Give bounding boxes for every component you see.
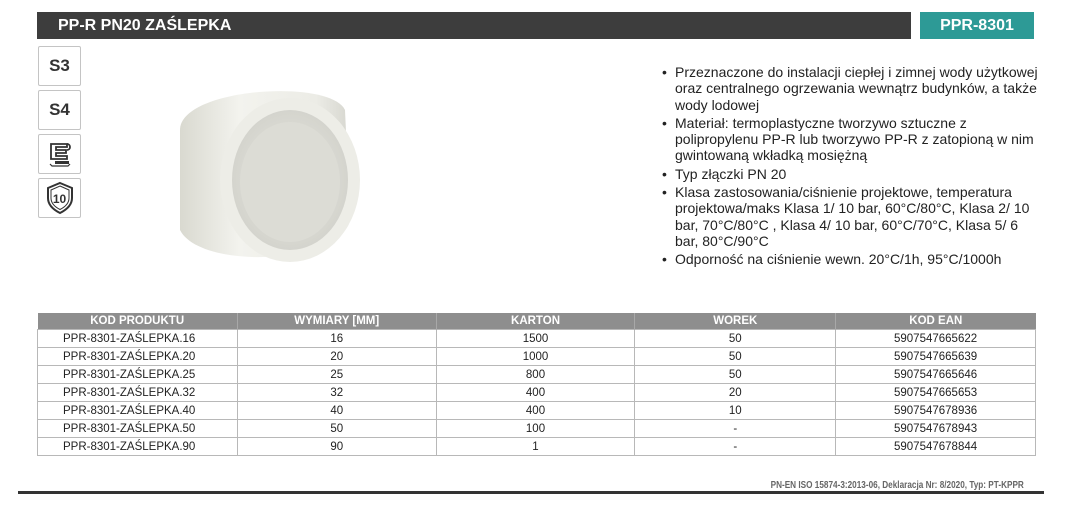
header-product-code: KOD PRODUKTU [38,313,238,330]
product-title-bar [37,12,911,39]
cell-product-code: PPR-8301-ZAŚLEPKA.16 [38,330,238,348]
cell-product-code: PPR-8301-ZAŚLEPKA.25 [38,366,238,384]
cell-carton: 400 [436,402,635,420]
product-table [37,313,1036,456]
table-row [38,384,1036,402]
cell-bag: 50 [635,330,836,348]
cell-product-code: PPR-8301-ZAŚLEPKA.40 [38,402,238,420]
header-ean: KOD EAN [836,313,1036,330]
cell-ean: 5907547665639 [836,348,1036,366]
table-row [38,348,1036,366]
cell-ean: 5907547665646 [836,366,1036,384]
header-bag: WOREK [635,313,836,330]
pipe-cap-illustration [140,70,380,280]
product-code: PPR-8301 [940,17,1014,34]
table-header-row [38,313,1036,330]
cell-carton: 400 [436,384,635,402]
cell-bag: 20 [635,384,836,402]
cell-bag: 50 [635,348,836,366]
drinking-water-icon [38,134,81,174]
feature-item: • Klasa zastosowania/ciśnienie projektowe, temperatura projektowa/maks Klasa 1/ 10 bar, 60°C/80°C, Klasa 2/ 10 bar, 70°C/80°C , Klasa 4/ 10 bar, 60°C/70°C, Klasa 5/ 6 bar, 80°C/90°C [661,184,1041,249]
cell-product-code: PPR-8301-ZAŚLEPKA.32 [38,384,238,402]
cell-ean: 5907547665622 [836,330,1036,348]
cell-ean: 5907547678844 [836,438,1036,456]
cell-product-code: PPR-8301-ZAŚLEPKA.20 [38,348,238,366]
cell-dimension: 20 [237,348,436,366]
cell-bag: - [635,420,836,438]
product-image [140,70,380,280]
product-code-badge [920,12,1034,39]
s3-label: S3 [49,56,70,75]
cell-product-code: PPR-8301-ZAŚLEPKA.50 [38,420,238,438]
product-title: PP-R PN20 ZAŚLEPKA [58,17,232,34]
cell-carton: 1 [436,438,635,456]
feature-item: • Materiał: termoplastyczne tworzywo sztuczne z polipropylenu PP-R lub tworzywo PP-R z zatopioną w nim gwintowaną wkładką mosiężną [661,115,1041,164]
table-row [38,438,1036,456]
warranty-10-icon [38,178,81,218]
table-row [38,330,1036,348]
cell-dimension: 25 [237,366,436,384]
cell-dimension: 50 [237,420,436,438]
cell-carton: 800 [436,366,635,384]
warranty-years: 10 [52,192,67,206]
feature-item: • Odporność na ciśnienie wewn. 20°C/1h, 95°C/1000h [661,251,1041,267]
cell-product-code: PPR-8301-ZAŚLEPKA.90 [38,438,238,456]
standard-declaration-note: PN-EN ISO 15874-3:2013-06, Deklaracja Nr: 8/2020, Typ: PT-KPPR [770,480,1024,491]
s4-series-icon [38,90,81,130]
header-carton: KARTON [436,313,635,330]
cell-dimension: 32 [237,384,436,402]
cell-bag: - [635,438,836,456]
s3-series-icon [38,46,81,86]
cell-ean: 5907547678943 [836,420,1036,438]
table-row [38,366,1036,384]
cell-carton: 100 [436,420,635,438]
feature-item: • Typ złączki PN 20 [661,166,1041,182]
water-tap-icon [47,140,73,168]
bottom-divider [18,491,1044,494]
feature-item: • Przeznaczone do instalacji ciepłej i zimnej wody użytkowej oraz centralnego ogrzewania wewnątrz budynków, a także wody lodowej [661,64,1041,113]
s4-label: S4 [49,100,70,119]
cell-bag: 50 [635,366,836,384]
features-list [661,64,1041,270]
cell-bag: 10 [635,402,836,420]
table-row [38,402,1036,420]
cell-ean: 5907547678936 [836,402,1036,420]
cell-carton: 1000 [436,348,635,366]
table-row [38,420,1036,438]
header-dimensions: WYMIARY [MM] [237,313,436,330]
cell-carton: 1500 [436,330,635,348]
cell-dimension: 16 [237,330,436,348]
cell-dimension: 90 [237,438,436,456]
cell-dimension: 40 [237,402,436,420]
cell-ean: 5907547665653 [836,384,1036,402]
